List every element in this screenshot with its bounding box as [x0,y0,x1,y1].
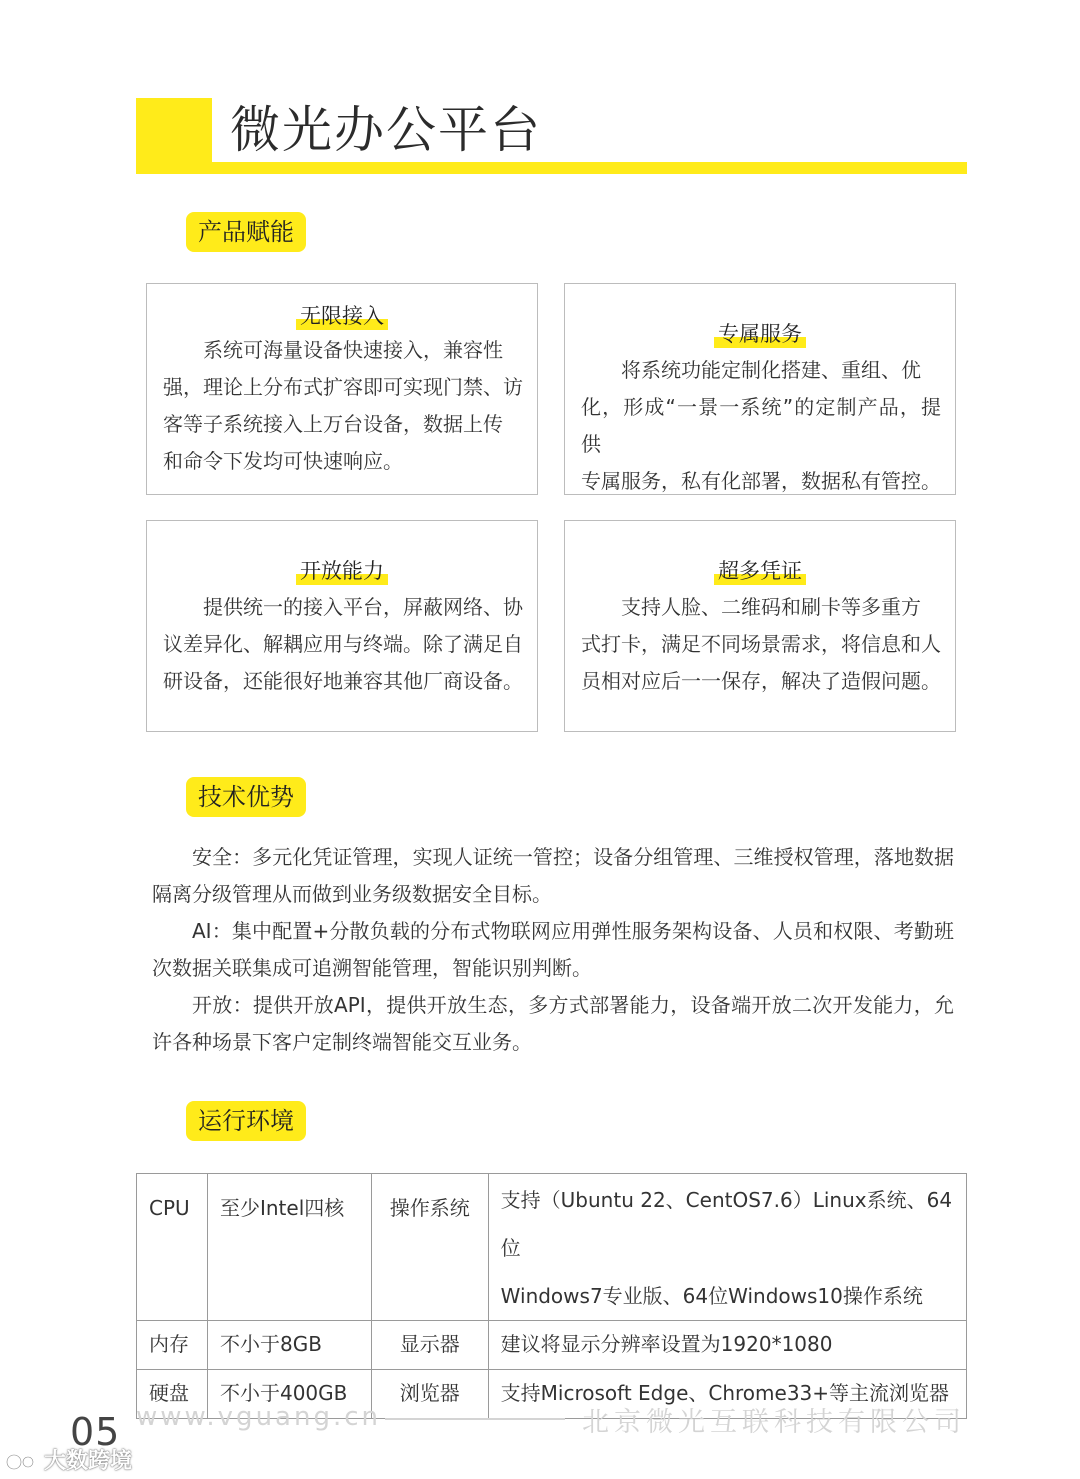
footer-divider [385,1418,565,1420]
card-line: 和命令下发均可快速响应。 [163,449,403,473]
feature-card-access [146,283,538,495]
feature-card-open [146,520,538,732]
card-line: 将系统功能定制化搭建、重组、优 [621,358,921,382]
card-line: 式打卡，满足不同场景需求，将信息和人 [581,632,941,656]
card-line: 客等子系统接入上万台设备，数据上传 [163,412,503,436]
browser-label: 浏览器 [371,1370,488,1419]
advantages-text [152,839,954,1061]
card-line: 强，理论上分布式扩容即可实现门禁、访 [163,375,523,399]
table-row [137,1321,967,1370]
footer-url: www.vguang.cn [136,1402,381,1432]
title-accent-block [136,98,212,174]
card-body [147,332,537,480]
table-row [137,1174,967,1321]
title-underline-bar [212,162,967,174]
browser-value: 支持Microsoft Edge、Chrome33+等主流浏览器 [488,1370,966,1419]
card-line: 议差异化、解耦应用与终端。除了满足自 [163,632,523,656]
card-line: 支持人脸、二维码和刷卡等多重方 [621,595,921,619]
watermark-logo-icon [4,1451,44,1473]
card-title: 专属服务 [714,320,806,348]
os-line: Windows7专业版、64位Windows10操作系统 [500,1284,923,1308]
environment-table [136,1173,967,1419]
display-label: 显示器 [371,1321,488,1370]
cpu-value: 至少Intel四核 [207,1174,371,1321]
section-tag-tech: 技术优势 [186,777,306,817]
display-value: 建议将显示分辨率设置为1920*1080 [488,1321,966,1370]
disk-label: 硬盘 [137,1370,208,1419]
card-line: 化，形成“一景一系统”的定制产品，提供 [581,395,941,456]
card-line: 员相对应后一一保存，解决了造假问题。 [581,669,941,693]
advantage-open: 开放：提供开放API，提供开放生态，多方式部署能力，设备端开放二次开发能力，允许各种场景下客户定制终端智能交互业务。 [152,993,954,1054]
footer-company: 北京微光互联科技有限公司 [582,1407,966,1438]
watermark [4,1444,132,1475]
feature-card-service [564,283,956,495]
card-line: 专属服务，私有化部署，数据私有管控。 [581,469,941,493]
os-line: 支持（Ubuntu 22、CentOS7.6）Linux系统、64位 [500,1188,953,1260]
page-number: 05 [70,1410,121,1454]
card-title: 超多凭证 [714,557,806,585]
memory-label: 内存 [137,1321,208,1370]
card-title: 开放能力 [296,557,388,585]
os-value [488,1174,966,1321]
page-title: 微光办公平台 [230,101,542,159]
card-line: 研设备，还能很好地兼容其他厂商设备。 [163,669,523,693]
card-line: 系统可海量设备快速接入，兼容性 [203,338,503,362]
advantage-security: 安全：多元化凭证管理，实现人证统一管控；设备分组管理、三维授权管理，落地数据隔离分级管理从而做到业务级数据安全目标。 [152,845,954,906]
card-body [565,352,955,500]
card-body [565,589,955,700]
watermark-text: 大数跨境 [44,1449,133,1474]
card-line: 提供统一的接入平台，屏蔽网络、协 [203,595,523,619]
feature-card-credentials [564,520,956,732]
cpu-label: CPU [137,1174,208,1321]
card-title: 无限接入 [296,302,388,330]
section-tag-env: 运行环境 [186,1101,306,1141]
advantage-ai: AI：集中配置+分散负载的分布式物联网应用弹性服务架构设备、人员和权限、考勤班次数据关联集成可追溯智能管理，智能识别判断。 [152,919,954,980]
card-body [147,589,537,700]
disk-value: 不小于400GB [207,1370,371,1419]
memory-value: 不小于8GB [207,1321,371,1370]
section-tag-empower: 产品赋能 [186,212,306,252]
os-label: 操作系统 [371,1174,488,1321]
